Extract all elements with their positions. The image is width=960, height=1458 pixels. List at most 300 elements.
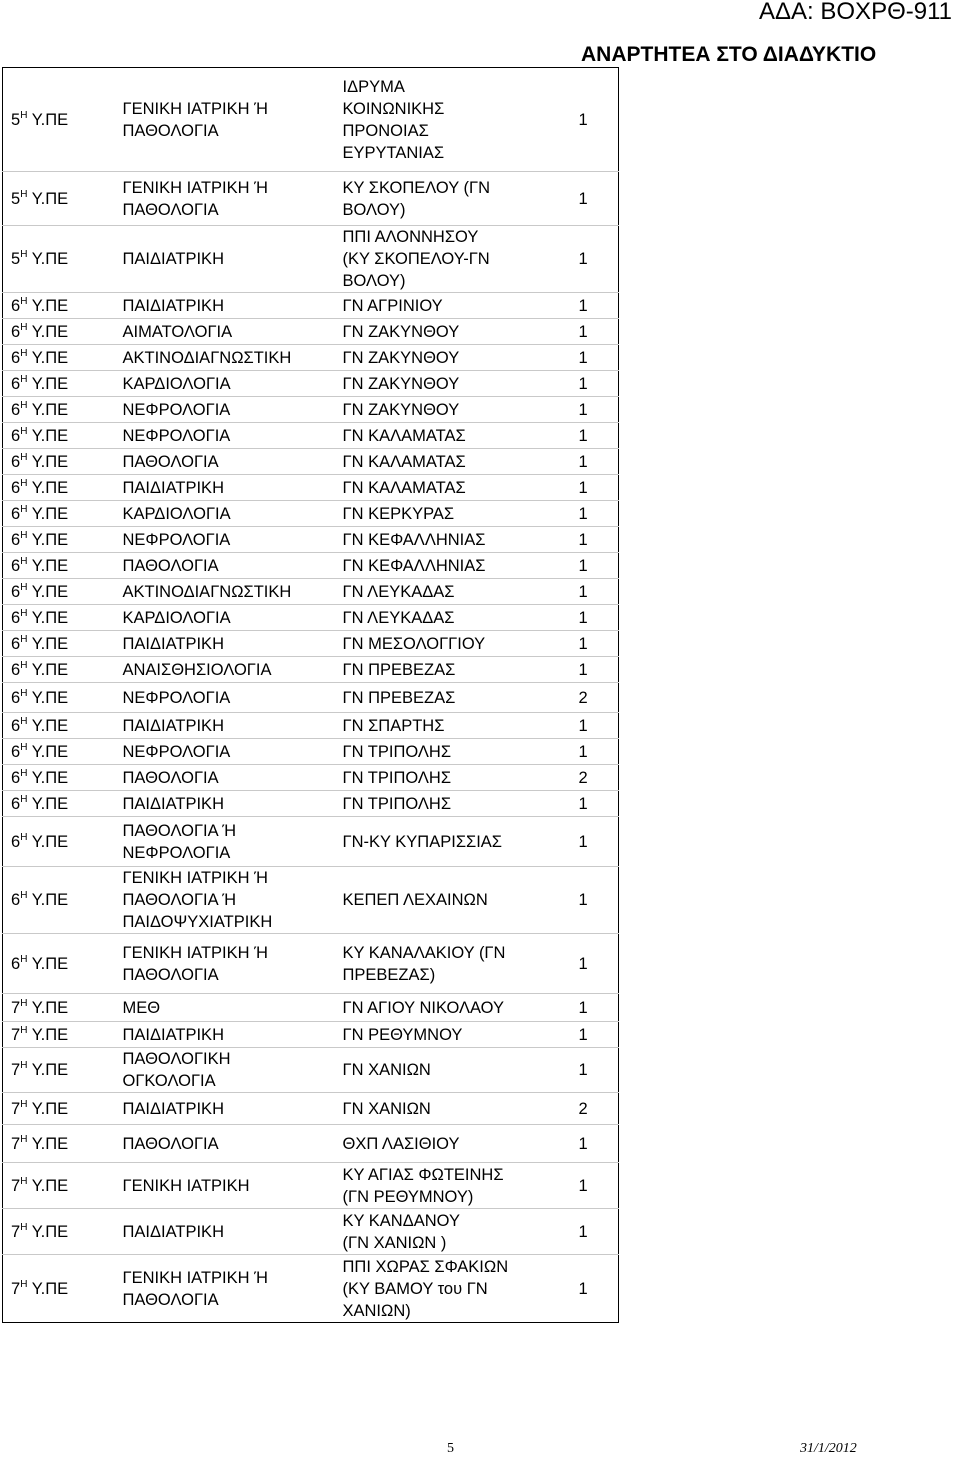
count-cell <box>571 1048 619 1093</box>
region-number: 6 <box>11 582 21 601</box>
region-superscript: Η <box>20 321 28 333</box>
hospital-cell-line: ΠΠΙ ΧΩΡΑΣ ΣΦΑΚΙΩΝ <box>342 1257 509 1276</box>
table-row <box>3 345 619 371</box>
hospital-cell <box>335 1048 571 1093</box>
region-number: 5 <box>11 250 21 268</box>
region-label: Υ.ΠΕ <box>31 322 69 341</box>
specialty-cell-line: ΝΕΦΡΟΛΟΓΙΑ <box>122 688 231 707</box>
region-number: 6 <box>11 634 21 653</box>
region-superscript: Η <box>20 997 28 1009</box>
specialty-cell <box>115 579 335 605</box>
count-cell-line: 2 <box>578 1099 588 1118</box>
region-cell <box>3 994 115 1022</box>
specialty-cell-line: ΑΙΜΑΤΟΛΟΓΙΑ <box>122 322 233 341</box>
specialty-cell <box>115 1022 335 1048</box>
region-superscript: Η <box>20 793 28 805</box>
region-cell <box>3 501 115 527</box>
hospital-cell-line: ΕΥΡΥΤΑΝΙΑΣ <box>342 143 445 162</box>
region-number: 6 <box>11 504 21 523</box>
region-label: Υ.ΠΕ <box>31 1099 69 1118</box>
table-row <box>3 1163 619 1209</box>
specialty-cell <box>115 631 335 657</box>
specialty-cell-line: ΚΑΡΔΙΟΛΟΓΙΑ <box>122 608 231 627</box>
region-cell <box>3 739 115 765</box>
hospital-cell-line: ΓΝ ΚΕΦΑΛΛΗΝΙΑΣ <box>342 530 486 549</box>
hospital-cell <box>335 501 571 527</box>
region-cell <box>3 319 115 345</box>
count-cell <box>571 553 619 579</box>
count-cell-line: 1 <box>578 1222 588 1241</box>
hospital-cell <box>335 527 571 553</box>
specialty-cell <box>115 1209 335 1255</box>
hospital-cell-line: ΠΡΟΝΟΙΑΣ <box>342 121 429 140</box>
region-cell <box>3 527 115 553</box>
specialty-cell <box>115 475 335 501</box>
region-superscript: Η <box>20 1221 28 1233</box>
specialty-cell-line: ΠΑΘΟΛΟΓΙΑ <box>122 965 219 984</box>
count-cell <box>571 1209 619 1255</box>
count-cell <box>571 397 619 423</box>
region-cell <box>3 553 115 579</box>
specialty-cell-line: ΝΕΦΡΟΛΟΓΙΑ <box>122 742 231 761</box>
specialty-cell-line: ΠΑΙΔΙΑΤΡΙΚΗ <box>122 1222 224 1241</box>
hospital-cell <box>335 1125 571 1163</box>
count-cell <box>571 319 619 345</box>
hospital-cell-line: ΓΝ ΚΑΛΑΜΑΤΑΣ <box>342 478 466 497</box>
region-cell <box>3 1093 115 1125</box>
hospital-cell-line: ΓΝ ΤΡΙΠΟΛΗΣ <box>342 794 452 813</box>
count-cell <box>571 449 619 475</box>
count-cell <box>571 371 619 397</box>
hospital-cell-line: ΓΝ ΧΑΝΙΩΝ <box>342 1061 431 1079</box>
region-cell <box>3 765 115 791</box>
region-superscript: Η <box>20 1133 28 1145</box>
specialty-cell-line: ΑΚΤΙΝΟΔΙΑΓΝΩΣΤΙΚΗ <box>122 582 292 601</box>
table-row <box>3 713 619 739</box>
specialty-cell-line: ΠΑΙΔΙΑΤΡΙΚΗ <box>122 250 224 268</box>
region-cell <box>3 293 115 319</box>
count-cell <box>571 934 619 994</box>
region-number: 7 <box>11 1061 21 1079</box>
region-label: Υ.ΠΕ <box>31 556 69 575</box>
table-row <box>3 605 619 631</box>
region-label: Υ.ΠΕ <box>31 452 69 471</box>
specialty-cell-line: ΠΑΘΟΛΟΓΙΑ <box>122 452 219 471</box>
posting-notice: ΑΝΑΡΤΗΤΕΑ ΣΤΟ ΔΙΑΔΥΚΤΙΟ <box>581 43 877 66</box>
count-cell <box>571 172 619 226</box>
region-cell <box>3 934 115 994</box>
count-cell-line: 1 <box>578 426 588 445</box>
hospital-cell <box>335 994 571 1022</box>
hospital-cell-line: ΠΡΕΒΕΖΑΣ) <box>342 965 436 984</box>
count-cell <box>571 791 619 817</box>
table-row <box>3 1255 619 1323</box>
region-label: Υ.ΠΕ <box>31 998 69 1017</box>
count-cell-line: 1 <box>578 1061 588 1079</box>
region-superscript: Η <box>20 581 28 593</box>
region-number: 6 <box>11 426 21 445</box>
region-number: 6 <box>11 556 21 575</box>
region-cell <box>3 1255 115 1323</box>
region-number: 6 <box>11 322 21 341</box>
hospital-cell-line: ΘΧΠ ΛΑΣΙΘΙΟΥ <box>342 1134 460 1153</box>
hospital-cell-line: ΓΝ ΤΡΙΠΟΛΗΣ <box>342 768 452 787</box>
region-number: 6 <box>11 400 21 419</box>
specialty-cell-line: ΠΑΘΟΛΟΓΙΑ Ή <box>122 821 237 840</box>
specialty-cell <box>115 68 335 172</box>
count-cell-line: 1 <box>578 634 588 653</box>
region-label: Υ.ΠΕ <box>31 1279 69 1298</box>
specialty-cell-line: ΝΕΦΡΟΛΟΓΙΑ <box>122 400 231 419</box>
specialty-cell <box>115 371 335 397</box>
specialty-cell <box>115 423 335 449</box>
specialty-cell-line: ΟΓΚΟΛΟΓΙΑ <box>122 1072 216 1090</box>
region-superscript: Η <box>20 373 28 385</box>
region-cell <box>3 817 115 867</box>
region-label: Υ.ΠΕ <box>31 688 69 707</box>
region-number: 7 <box>11 1134 21 1153</box>
specialty-cell-line: ΠΑΙΔΙΑΤΡΙΚΗ <box>122 634 224 653</box>
specialty-cell-line: ΠΑΙΔΙΑΤΡΙΚΗ <box>122 296 224 315</box>
region-number: 6 <box>11 794 21 813</box>
count-cell <box>571 475 619 501</box>
count-cell-line: 1 <box>578 608 588 627</box>
region-superscript: Η <box>20 249 28 260</box>
specialty-cell <box>115 994 335 1022</box>
table-row <box>3 293 619 319</box>
count-cell <box>571 817 619 867</box>
specialty-cell <box>115 739 335 765</box>
table-row <box>3 449 619 475</box>
specialty-cell <box>115 1255 335 1323</box>
region-superscript: Η <box>20 1098 28 1110</box>
specialty-cell-line: ΠΑΙΔΙΑΤΡΙΚΗ <box>122 1025 224 1044</box>
region-superscript: Η <box>20 555 28 567</box>
region-cell <box>3 226 115 293</box>
specialty-cell-line: ΝΕΦΡΟΛΟΓΙΑ <box>122 530 231 549</box>
region-label: Υ.ΠΕ <box>31 634 69 653</box>
region-cell <box>3 397 115 423</box>
region-superscript: Η <box>20 451 28 463</box>
count-cell <box>571 631 619 657</box>
table-row <box>3 172 619 226</box>
region-superscript: Η <box>20 1175 28 1187</box>
hospital-cell-line: ΚΥ ΚΑΝΔΑΝΟΥ <box>342 1211 460 1230</box>
region-label: Υ.ΠΕ <box>31 110 69 129</box>
hospital-cell <box>335 1209 571 1255</box>
hospital-cell-line: ΓΝ ΑΓΙΟΥ ΝΙΚΟΛΑΟΥ <box>342 998 504 1017</box>
region-number: 7 <box>11 1025 21 1044</box>
table-row <box>3 501 619 527</box>
table-row <box>3 1125 619 1163</box>
hospital-cell <box>335 449 571 475</box>
region-label: Υ.ΠΕ <box>31 608 69 627</box>
region-number: 6 <box>11 374 21 393</box>
hospital-cell-line: ΓΝ ΠΡΕΒΕΖΑΣ <box>342 660 456 679</box>
region-number: 6 <box>11 608 21 627</box>
region-label: Υ.ΠΕ <box>31 400 69 419</box>
count-cell <box>571 1093 619 1125</box>
count-cell <box>571 345 619 371</box>
hospital-cell <box>335 765 571 791</box>
region-cell <box>3 683 115 713</box>
region-superscript: Η <box>20 295 28 307</box>
hospital-cell-line: ΚΥ ΚΑΝΑΛΑΚΙΟΥ (ΓΝ <box>342 943 506 962</box>
region-label: Υ.ΠΕ <box>31 1222 69 1241</box>
hospital-cell-line: ΓΝ ΖΑΚΥΝΘΟΥ <box>342 322 460 341</box>
region-cell <box>3 579 115 605</box>
region-superscript: Η <box>20 347 28 359</box>
count-cell-line: 1 <box>578 582 588 601</box>
region-number: 5 <box>11 110 21 129</box>
table-row <box>3 397 619 423</box>
count-cell-line: 1 <box>578 478 588 497</box>
region-cell <box>3 791 115 817</box>
region-label: Υ.ΠΕ <box>31 296 69 315</box>
region-cell <box>3 371 115 397</box>
specialty-cell-line: ΠΑΘΟΛΟΓΙΑ <box>122 121 219 140</box>
count-cell-line: 1 <box>578 189 588 208</box>
specialty-cell <box>115 397 335 423</box>
hospital-cell <box>335 579 571 605</box>
region-cell <box>3 1022 115 1048</box>
count-cell-line: 1 <box>578 794 588 813</box>
specialty-cell <box>115 867 335 934</box>
region-number: 7 <box>11 1279 21 1298</box>
region-cell <box>3 631 115 657</box>
specialty-cell <box>115 319 335 345</box>
hospital-cell <box>335 713 571 739</box>
region-label: Υ.ΠΕ <box>31 582 69 601</box>
region-superscript: Η <box>20 831 28 843</box>
hospital-cell-line: ΓΝ ΖΑΚΥΝΘΟΥ <box>342 348 460 367</box>
region-label: Υ.ΠΕ <box>31 348 69 367</box>
hospital-cell <box>335 172 571 226</box>
table-row <box>3 475 619 501</box>
region-label: Υ.ΠΕ <box>31 1134 69 1153</box>
hospital-cell-line: ΚΕΠΕΠ ΛΕΧΑΙΝΩΝ <box>342 891 488 909</box>
hospital-cell-line: ΓΝ ΖΑΚΥΝΘΟΥ <box>342 374 460 393</box>
specialty-cell <box>115 1125 335 1163</box>
hospital-cell <box>335 423 571 449</box>
specialty-cell-line: ΠΑΘΟΛΟΓΙΑ <box>122 556 219 575</box>
specialty-cell <box>115 293 335 319</box>
table-row <box>3 867 619 934</box>
hospital-cell <box>335 605 571 631</box>
count-cell-line: 1 <box>578 1279 588 1298</box>
hospital-cell <box>335 68 571 172</box>
specialty-cell <box>115 934 335 994</box>
region-superscript: Η <box>20 188 28 200</box>
table-row <box>3 319 619 345</box>
region-superscript: Η <box>20 741 28 753</box>
table-row <box>3 817 619 867</box>
region-superscript: Η <box>20 767 28 779</box>
specialty-cell-line: ΚΑΡΔΙΟΛΟΓΙΑ <box>122 504 231 523</box>
hospital-cell <box>335 791 571 817</box>
specialty-cell-line: ΓΕΝΙΚΗ ΙΑΤΡΙΚΗ Ή <box>122 1268 268 1287</box>
region-superscript: Η <box>20 607 28 619</box>
region-number: 6 <box>11 296 21 315</box>
region-superscript: Η <box>20 953 28 965</box>
specialty-cell <box>115 1048 335 1093</box>
specialty-cell <box>115 817 335 867</box>
count-cell-line: 1 <box>578 348 588 367</box>
hospital-cell-line: ΓΝ ΖΑΚΥΝΘΟΥ <box>342 400 460 419</box>
region-number: 6 <box>11 688 21 707</box>
count-cell-line: 1 <box>578 832 588 851</box>
region-superscript: Η <box>20 109 28 121</box>
region-number: 6 <box>11 832 21 851</box>
region-superscript: Η <box>20 425 28 437</box>
hospital-cell-line: (ΓΝ ΧΑΝΙΩΝ ) <box>342 1233 447 1252</box>
count-cell-line: 1 <box>578 742 588 761</box>
hospital-cell-line: ΒΟΛΟΥ) <box>342 272 406 290</box>
hospital-cell-line: ΓΝ ΚΑΛΑΜΑΤΑΣ <box>342 426 466 445</box>
hospital-cell-line: (ΚΥ ΣΚΟΠΕΛΟΥ-ΓΝ <box>342 250 490 268</box>
hospital-cell-line: ΚΥ ΣΚΟΠΕΛΟΥ (ΓΝ <box>342 178 491 197</box>
specialty-cell-line: ΠΑΘΟΛΟΓΙΑ <box>122 200 219 219</box>
region-label: Υ.ΠΕ <box>31 426 69 445</box>
region-cell <box>3 475 115 501</box>
hospital-cell <box>335 1022 571 1048</box>
count-cell-line: 1 <box>578 374 588 393</box>
region-cell <box>3 1163 115 1209</box>
region-label: Υ.ΠΕ <box>31 478 69 497</box>
table-row <box>3 765 619 791</box>
specialty-cell-line: ΠΑΘΟΛΟΓΙΚΗ <box>122 1050 231 1068</box>
hospital-cell-line: ΓΝ ΛΕΥΚΑΔΑΣ <box>342 608 455 627</box>
region-superscript: Η <box>20 890 28 901</box>
specialty-cell-line: ΠΑΙΔΙΑΤΡΙΚΗ <box>122 794 224 813</box>
hospital-cell-line: ΓΝ ΠΡΕΒΕΖΑΣ <box>342 688 456 707</box>
hospital-cell <box>335 319 571 345</box>
count-cell <box>571 683 619 713</box>
count-cell-line: 1 <box>578 452 588 471</box>
hospital-cell <box>335 683 571 713</box>
region-cell <box>3 172 115 226</box>
specialty-cell-line: ΓΕΝΙΚΗ ΙΑΤΡΙΚΗ Ή <box>122 178 268 197</box>
count-cell-line: 1 <box>578 296 588 315</box>
count-cell <box>571 605 619 631</box>
hospital-cell-line: ΙΔΡΥΜΑ <box>342 77 405 96</box>
region-cell <box>3 605 115 631</box>
specialty-cell-line: ΓΕΝΙΚΗ ΙΑΤΡΙΚΗ <box>122 1176 250 1195</box>
specialty-cell-line: ΑΝΑΙΣΘΗΣΙΟΛΟΓΙΑ <box>122 660 272 679</box>
specialty-cell-line: ΜΕΘ <box>122 998 161 1017</box>
table-row <box>3 934 619 994</box>
count-cell-line: 1 <box>578 1134 588 1153</box>
region-number: 6 <box>11 452 21 471</box>
count-cell <box>571 739 619 765</box>
table-row <box>3 553 619 579</box>
count-cell-line: 2 <box>578 768 588 787</box>
table-row <box>3 994 619 1022</box>
specialty-cell <box>115 1093 335 1125</box>
region-label: Υ.ΠΕ <box>31 504 69 523</box>
region-label: Υ.ΠΕ <box>31 794 69 813</box>
region-cell <box>3 1209 115 1255</box>
specialty-cell-line: ΠΑΙΔΙΑΤΡΙΚΗ <box>122 716 224 735</box>
region-superscript: Η <box>20 1024 28 1036</box>
region-superscript: Η <box>20 715 28 727</box>
count-cell <box>571 1255 619 1323</box>
region-cell <box>3 867 115 934</box>
specialty-cell-line: ΠΑΘΟΛΟΓΙΑ Ή <box>122 891 237 909</box>
specialty-cell <box>115 226 335 293</box>
hospital-cell-line: ΚΟΙΝΩΝΙΚΗΣ <box>342 99 445 118</box>
hospital-cell-line: ΓΝ ΡΕΘΥΜΝΟΥ <box>342 1025 463 1044</box>
count-cell <box>571 527 619 553</box>
table-row <box>3 423 619 449</box>
hospital-cell-line: ΧΑΝΙΩΝ) <box>342 1301 411 1320</box>
table-row <box>3 527 619 553</box>
hospital-cell <box>335 226 571 293</box>
count-cell-line: 1 <box>578 716 588 735</box>
region-cell <box>3 68 115 172</box>
count-cell <box>571 226 619 293</box>
count-cell-line: 1 <box>578 1025 588 1044</box>
region-label: Υ.ΠΕ <box>31 189 69 208</box>
count-cell-line: 1 <box>578 998 588 1017</box>
table-row <box>3 68 619 172</box>
table-row <box>3 657 619 683</box>
table-row <box>3 791 619 817</box>
specialty-cell-line: ΠΑΘΟΛΟΓΙΑ <box>122 768 219 787</box>
count-cell <box>571 293 619 319</box>
hospital-cell-line: ΓΝ ΚΕΡΚΥΡΑΣ <box>342 504 455 523</box>
region-number: 7 <box>11 1176 21 1195</box>
count-cell-line: 1 <box>578 110 588 129</box>
region-cell <box>3 449 115 475</box>
hospital-cell-line: ΒΟΛΟΥ) <box>342 200 406 219</box>
specialty-cell-line: ΓΕΝΙΚΗ ΙΑΤΡΙΚΗ Ή <box>122 943 268 962</box>
region-superscript: Η <box>20 633 28 645</box>
region-number: 6 <box>11 768 21 787</box>
hospital-cell-line: ΓΝ ΚΑΛΑΜΑΤΑΣ <box>342 452 466 471</box>
region-label: Υ.ΠΕ <box>31 1061 69 1079</box>
table-row <box>3 1048 619 1093</box>
region-label: Υ.ΠΕ <box>31 891 69 909</box>
region-number: 6 <box>11 478 21 497</box>
specialty-cell <box>115 657 335 683</box>
region-label: Υ.ΠΕ <box>31 954 69 973</box>
table-row <box>3 1209 619 1255</box>
hospital-cell <box>335 1255 571 1323</box>
count-cell-line: 1 <box>578 250 588 268</box>
region-number: 6 <box>11 716 21 735</box>
specialty-cell <box>115 791 335 817</box>
count-cell <box>571 713 619 739</box>
footer-date: 31/1/2012 <box>800 1441 857 1456</box>
region-number: 6 <box>11 891 21 909</box>
specialty-cell-line: ΠΑΙΔΟΨΥΧΙΑΤΡΙΚΗ <box>122 913 273 931</box>
count-cell <box>571 765 619 791</box>
hospital-cell <box>335 475 571 501</box>
region-superscript: Η <box>20 503 28 515</box>
region-cell <box>3 1125 115 1163</box>
table-row <box>3 683 619 713</box>
region-label: Υ.ΠΕ <box>31 716 69 735</box>
table-row <box>3 1022 619 1048</box>
count-cell <box>571 994 619 1022</box>
hospital-cell <box>335 631 571 657</box>
hospital-cell <box>335 934 571 994</box>
count-cell <box>571 657 619 683</box>
region-cell <box>3 423 115 449</box>
region-superscript: Η <box>20 659 28 671</box>
count-cell <box>571 1125 619 1163</box>
